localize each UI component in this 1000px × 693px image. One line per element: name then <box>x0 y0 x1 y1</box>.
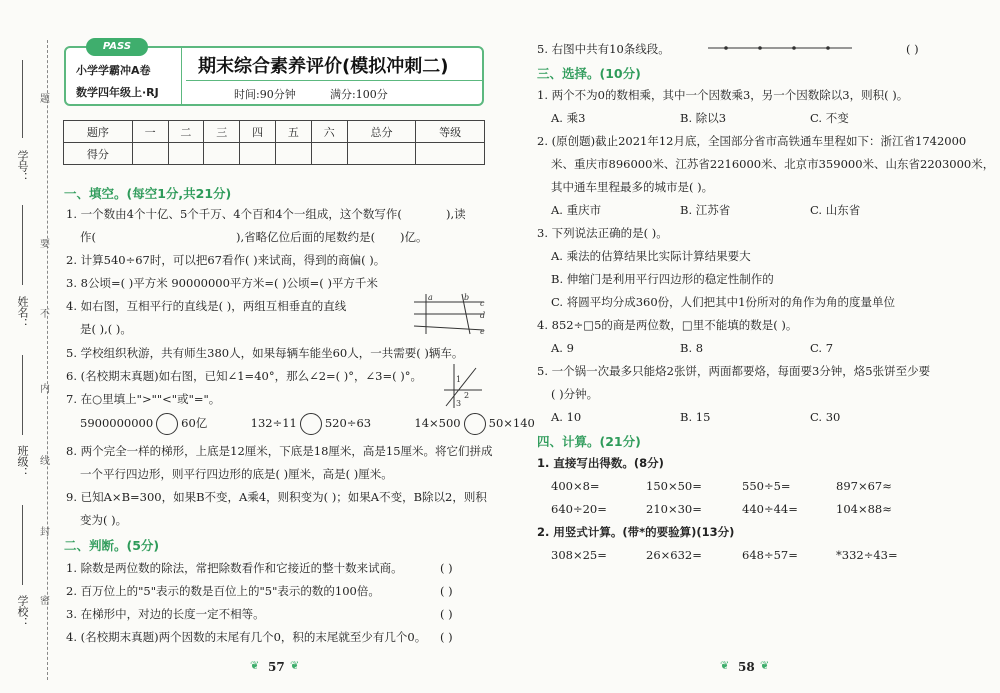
compare-circle[interactable] <box>464 413 486 435</box>
option[interactable]: A. 10 <box>551 410 582 424</box>
question-text: ( )分钟。 <box>551 387 599 401</box>
answer-paren[interactable]: ( ) <box>906 42 919 56</box>
option[interactable]: A. 9 <box>551 341 574 355</box>
judge-item: 2. 百万位上的"5"表示的数是百位上的"5"表示的数的100倍。 <box>66 584 380 598</box>
question-text: 4. 852÷□5的商是两位数，□里不能填的数是( )。 <box>537 318 798 332</box>
option[interactable]: C. 30 <box>810 410 841 424</box>
leaf-icon: ❦ <box>720 659 730 672</box>
question-text: 6. (名校期末真题)如右图，已知∠1=40°，那么∠2=( )°，∠3=( )°。 <box>66 369 423 383</box>
section-title: 四、计算。(21分) <box>537 434 641 449</box>
calc-item: 104×88≈ <box>836 502 892 516</box>
page-number-right: 58 <box>738 660 755 674</box>
question-text: 1. 两个不为0的数相乘，其中一个因数乘3，另一个因数除以3，则积( )。 <box>537 88 909 102</box>
judge-item: 3. 在梯形中，对边的长度一定不相等。 <box>66 607 265 621</box>
score-input-cell[interactable] <box>416 143 485 165</box>
compare-row <box>80 413 535 435</box>
score-input-cell[interactable] <box>132 143 168 165</box>
score-input-cell[interactable] <box>204 143 240 165</box>
question-text: 4. 如右图，互相平行的直线是( )，两组互相垂直的直线 <box>66 299 347 313</box>
grade-label: 数学四年级上·RJ <box>76 86 159 99</box>
question-text: 9. 已知A×B=300，如果B不变，A乘4，则积变为( )；如果A不变，B除以2，则积 <box>66 490 487 504</box>
question-text: )亿。 <box>400 230 428 244</box>
header-divider <box>186 80 482 81</box>
compare-value: 60亿 <box>181 416 208 430</box>
table-cell: 五 <box>275 121 311 143</box>
angle-figure <box>440 360 484 410</box>
svg-text:2: 2 <box>464 391 470 400</box>
header-left <box>66 41 182 104</box>
calc-item: 550÷5= <box>742 479 791 493</box>
question-text: 7. 在○里填上">""<"或"="。 <box>66 392 221 406</box>
blank-line <box>22 505 23 585</box>
calc-item: 400×8= <box>551 479 600 493</box>
score-input-cell[interactable] <box>275 143 311 165</box>
question-text: 3. 8公顷=( )平方米 90000000平方米=( )公顷=( )平方千米 <box>66 276 378 290</box>
option[interactable]: C. 山东省 <box>810 203 861 217</box>
compare-circle[interactable] <box>156 413 178 435</box>
table-cell: 得分 <box>64 143 133 165</box>
svg-text:1: 1 <box>456 375 462 384</box>
option[interactable]: B. 15 <box>680 410 711 424</box>
calc-item: 640÷20= <box>551 502 607 516</box>
score-input-cell[interactable] <box>168 143 204 165</box>
question-text: 一个平行四边形，则平行四边形的底是( )厘米，高是( )厘米。 <box>80 467 393 481</box>
option[interactable]: A. 乘法的估算结果比实际计算结果要大 <box>551 249 751 263</box>
table-cell: 总分 <box>347 121 416 143</box>
option[interactable]: A. 重庆市 <box>551 203 602 217</box>
exam-time: 时间:90分钟 <box>234 88 296 101</box>
seal-hint: 线 <box>40 456 50 467</box>
exam-header <box>64 41 484 106</box>
question-text: ),省略亿位后面的尾数约是( <box>236 230 376 244</box>
question-text: 5. 学校组织秋游，共有师生380人，如果每辆车能坐60人，一共需要( )辆车。 <box>66 346 464 360</box>
answer-paren[interactable]: ( ) <box>440 561 453 575</box>
option[interactable]: C. 7 <box>810 341 834 355</box>
question-text: 其中通车里程最多的城市是( )。 <box>551 180 714 194</box>
calc-item: 150×50= <box>646 479 702 493</box>
table-cell: 四 <box>240 121 276 143</box>
score-input-cell[interactable] <box>347 143 416 165</box>
section-title: 一、填空。(每空1分,共21分) <box>64 186 232 201</box>
full-score: 满分:100分 <box>330 88 388 101</box>
table-cell: 一 <box>132 121 168 143</box>
leaf-icon: ❦ <box>290 659 300 672</box>
blank-line <box>22 60 23 138</box>
question-text: 5. 一个锅一次最多只能烙2张饼，两面都要烙，每面要3分钟，烙5张饼至少要 <box>537 364 931 378</box>
seal-hint: 要 <box>40 239 50 250</box>
calc-item: 308×25= <box>551 548 607 562</box>
question-text: 8. 两个完全一样的梯形，上底是12厘米，下底是18厘米，高是15厘米。将它们拼成 <box>66 444 493 458</box>
option[interactable]: A. 乘3 <box>551 111 586 125</box>
seal-hint: 题 <box>40 94 50 105</box>
table-cell: 二 <box>168 121 204 143</box>
answer-paren[interactable]: ( ) <box>440 630 453 644</box>
table-cell: 三 <box>204 121 240 143</box>
svg-text:3: 3 <box>456 399 462 408</box>
svg-text:e: e <box>480 327 485 336</box>
segment-figure <box>706 42 854 54</box>
svg-text:d: d <box>480 311 486 320</box>
question-text: 3. 下列说法正确的是( )。 <box>537 226 668 240</box>
calc-item: 26×632= <box>646 548 702 562</box>
option[interactable]: B. 江苏省 <box>680 203 731 217</box>
blank-line <box>22 355 23 435</box>
score-input-cell[interactable] <box>311 143 347 165</box>
label-class: 班级： <box>16 445 29 478</box>
page-number-left: 57 <box>268 660 285 674</box>
series-name: 小学学霸冲A卷 <box>76 64 151 77</box>
compare-value: 14×500 <box>414 416 461 430</box>
judge-item: 1. 除数是两位数的除法，常把除数看作和它接近的整十数来试商。 <box>66 561 403 575</box>
compare-value: 520÷63 <box>324 416 372 430</box>
judge-item: 5. 右图中共有10条线段。 <box>537 42 670 56</box>
calc-item: *332÷43= <box>836 548 898 562</box>
question-text: 2. (原创题)截止2021年12月底，全国部分省市高铁通车里程如下：浙江省1742000 <box>537 134 967 148</box>
seal-hint: 密 <box>40 596 50 607</box>
question-text: 1. 一个数由4个十亿、5个千万、4个百和4个一组成，这个数写作( <box>66 207 402 221</box>
option[interactable]: B. 8 <box>680 341 704 355</box>
seal-hint: 内 <box>40 384 50 395</box>
table-cell: 六 <box>311 121 347 143</box>
label-name: 姓名： <box>16 296 29 329</box>
option[interactable]: C. 将圆平均分成360份，人们把其中1份所对的角作为角的度量单位 <box>551 295 895 309</box>
calc-item: 897×67≈ <box>836 479 892 493</box>
question-text: 米、重庆市896000米、江苏省2216000米、北京市359000米、山东省2203000米， <box>551 157 995 171</box>
compare-circle[interactable] <box>300 413 322 435</box>
section-title: 三、选择。(10分) <box>537 66 641 81</box>
question-text: 是( ),( )。 <box>80 322 132 336</box>
sub-title: 2. 用竖式计算。(带*的要验算)(13分) <box>537 525 735 539</box>
answer-paren[interactable]: ( ) <box>440 584 453 598</box>
compare-value: 50×140 <box>488 416 535 430</box>
question-text: 变为( )。 <box>80 513 128 527</box>
svg-text:b: b <box>464 293 470 302</box>
calc-item: 440÷44= <box>742 502 798 516</box>
option[interactable]: C. 不变 <box>810 111 849 125</box>
binding-line <box>47 40 48 680</box>
svg-text:a: a <box>428 293 433 302</box>
leaf-icon: ❦ <box>760 659 770 672</box>
pass-logo: PASS <box>86 38 148 56</box>
table-cell: 等级 <box>416 121 485 143</box>
lines-figure <box>410 292 488 336</box>
label-school: 学校： <box>16 595 29 628</box>
score-table <box>63 120 485 165</box>
calc-item: 210×30= <box>646 502 702 516</box>
answer-paren[interactable]: ( ) <box>440 607 453 621</box>
section-title: 二、判断。(5分) <box>64 538 160 553</box>
question-text: ),读 <box>446 207 466 221</box>
question-text: 2. 计算540÷67时，可以把67看作( )来试商，得到的商偏( )。 <box>66 253 386 267</box>
option[interactable]: B. 伸缩门是利用平行四边形的稳定性制作的 <box>551 272 774 286</box>
option[interactable]: B. 除以3 <box>680 111 727 125</box>
score-input-cell[interactable] <box>240 143 276 165</box>
question-text: 作( <box>80 230 96 244</box>
seal-hint: 封 <box>40 527 50 538</box>
label-student-id: 学号： <box>16 150 29 183</box>
judge-item: 4. (名校期末真题)两个因数的末尾有几个0，积的末尾就至少有几个0。 <box>66 630 427 644</box>
exam-title: 期末综合素养评价(模拟冲刺二) <box>198 56 449 77</box>
table-cell: 题序 <box>64 121 133 143</box>
compare-value: 5900000000 <box>80 416 154 430</box>
blank-line <box>22 205 23 285</box>
svg-text:c: c <box>480 299 485 308</box>
leaf-icon: ❦ <box>250 659 260 672</box>
sub-title: 1. 直接写出得数。(8分) <box>537 456 664 470</box>
compare-value: 132÷11 <box>250 416 297 430</box>
seal-hint: 不 <box>40 309 50 320</box>
calc-item: 648÷57= <box>742 548 798 562</box>
